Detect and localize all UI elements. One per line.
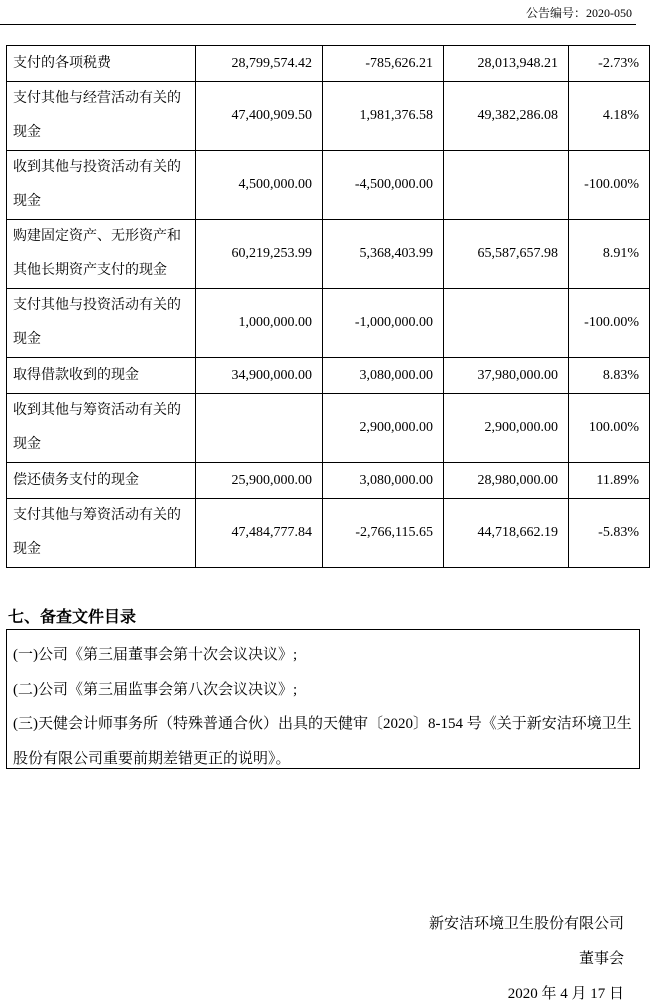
cell-before: 4,500,000.00 <box>196 151 323 220</box>
row-name: 支付其他与筹资活动有关的现金 <box>7 499 196 568</box>
cell-before: 25,900,000.00 <box>196 463 323 499</box>
section-title: 七、备查文件目录 <box>8 607 137 626</box>
cell-after: 2,900,000.00 <box>444 394 569 463</box>
cell-before: 28,799,574.42 <box>196 46 323 82</box>
table-row <box>7 151 650 220</box>
cell-after: 28,013,948.21 <box>444 46 569 82</box>
cell-adjustment: 3,080,000.00 <box>323 358 444 394</box>
row-name: 收到其他与筹资活动有关的现金 <box>7 394 196 463</box>
cell-adjustment: 5,368,403.99 <box>323 220 444 289</box>
cell-ratio: -100.00% <box>569 151 650 220</box>
cell-before: 60,219,253.99 <box>196 220 323 289</box>
table-row <box>7 394 650 463</box>
announcement-code: 公告编号：2020-050 <box>526 6 632 20</box>
row-name: 支付其他与投资活动有关的现金 <box>7 289 196 358</box>
cell-adjustment: 3,080,000.00 <box>323 463 444 499</box>
table-row <box>7 220 650 289</box>
row-name: 取得借款收到的现金 <box>7 358 196 394</box>
cell-after <box>444 151 569 220</box>
table-row <box>7 289 650 358</box>
cell-ratio: -5.83% <box>569 499 650 568</box>
reference-item: (二)公司《第三届监事会第八次会议决议》; <box>13 681 298 698</box>
row-name: 购建固定资产、无形资产和其他长期资产支付的现金 <box>7 220 196 289</box>
signature-date: 2020 年 4 月 17 日 <box>507 986 624 1002</box>
cell-after <box>444 289 569 358</box>
cell-ratio: -2.73% <box>569 46 650 82</box>
row-name: 支付的各项税费 <box>7 46 196 82</box>
cell-adjustment: -4,500,000.00 <box>323 151 444 220</box>
cell-after: 65,587,657.98 <box>444 220 569 289</box>
table-row <box>7 358 650 394</box>
row-name: 支付其他与经营活动有关的现金 <box>7 82 196 151</box>
table-row <box>7 463 650 499</box>
row-name: 收到其他与投资活动有关的现金 <box>7 151 196 220</box>
cell-ratio: -100.00% <box>569 289 650 358</box>
page-header <box>0 0 636 25</box>
cell-before: 47,484,777.84 <box>196 499 323 568</box>
cell-adjustment: -2,766,115.65 <box>323 499 444 568</box>
table-row <box>7 82 650 151</box>
cell-ratio: 11.89% <box>569 463 650 499</box>
cell-ratio: 4.18% <box>569 82 650 151</box>
cell-after: 49,382,286.08 <box>444 82 569 151</box>
reference-item: (三)天健会计师事务所（特殊普通合伙）出具的天健审〔2020〕8-154 号《关于新安洁环境卫生股份有限公司重要前期差错更正的说明》。 <box>13 716 632 767</box>
cell-adjustment: 2,900,000.00 <box>323 394 444 463</box>
cell-after: 44,718,662.19 <box>444 499 569 568</box>
reference-documents-box <box>6 629 640 769</box>
row-name: 偿还债务支付的现金 <box>7 463 196 499</box>
table-row <box>7 46 650 82</box>
reference-item: (一)公司《第三届董事会第十次会议决议》; <box>13 647 298 663</box>
cell-adjustment: 1,981,376.58 <box>323 82 444 151</box>
cash-flow-table <box>6 45 650 568</box>
cell-ratio: 8.83% <box>569 358 650 394</box>
cell-after: 37,980,000.00 <box>444 358 569 394</box>
cell-adjustment: -785,626.21 <box>323 46 444 82</box>
cell-before <box>196 394 323 463</box>
signature-board: 董事会 <box>578 951 624 967</box>
cell-ratio: 8.91% <box>569 220 650 289</box>
cell-before: 34,900,000.00 <box>196 358 323 394</box>
signature-company: 新安洁环境卫生股份有限公司 <box>428 916 624 932</box>
cell-before: 1,000,000.00 <box>196 289 323 358</box>
table-row <box>7 499 650 568</box>
cell-adjustment: -1,000,000.00 <box>323 289 444 358</box>
cell-before: 47,400,909.50 <box>196 82 323 151</box>
cell-ratio: 100.00% <box>569 394 650 463</box>
cell-after: 28,980,000.00 <box>444 463 569 499</box>
